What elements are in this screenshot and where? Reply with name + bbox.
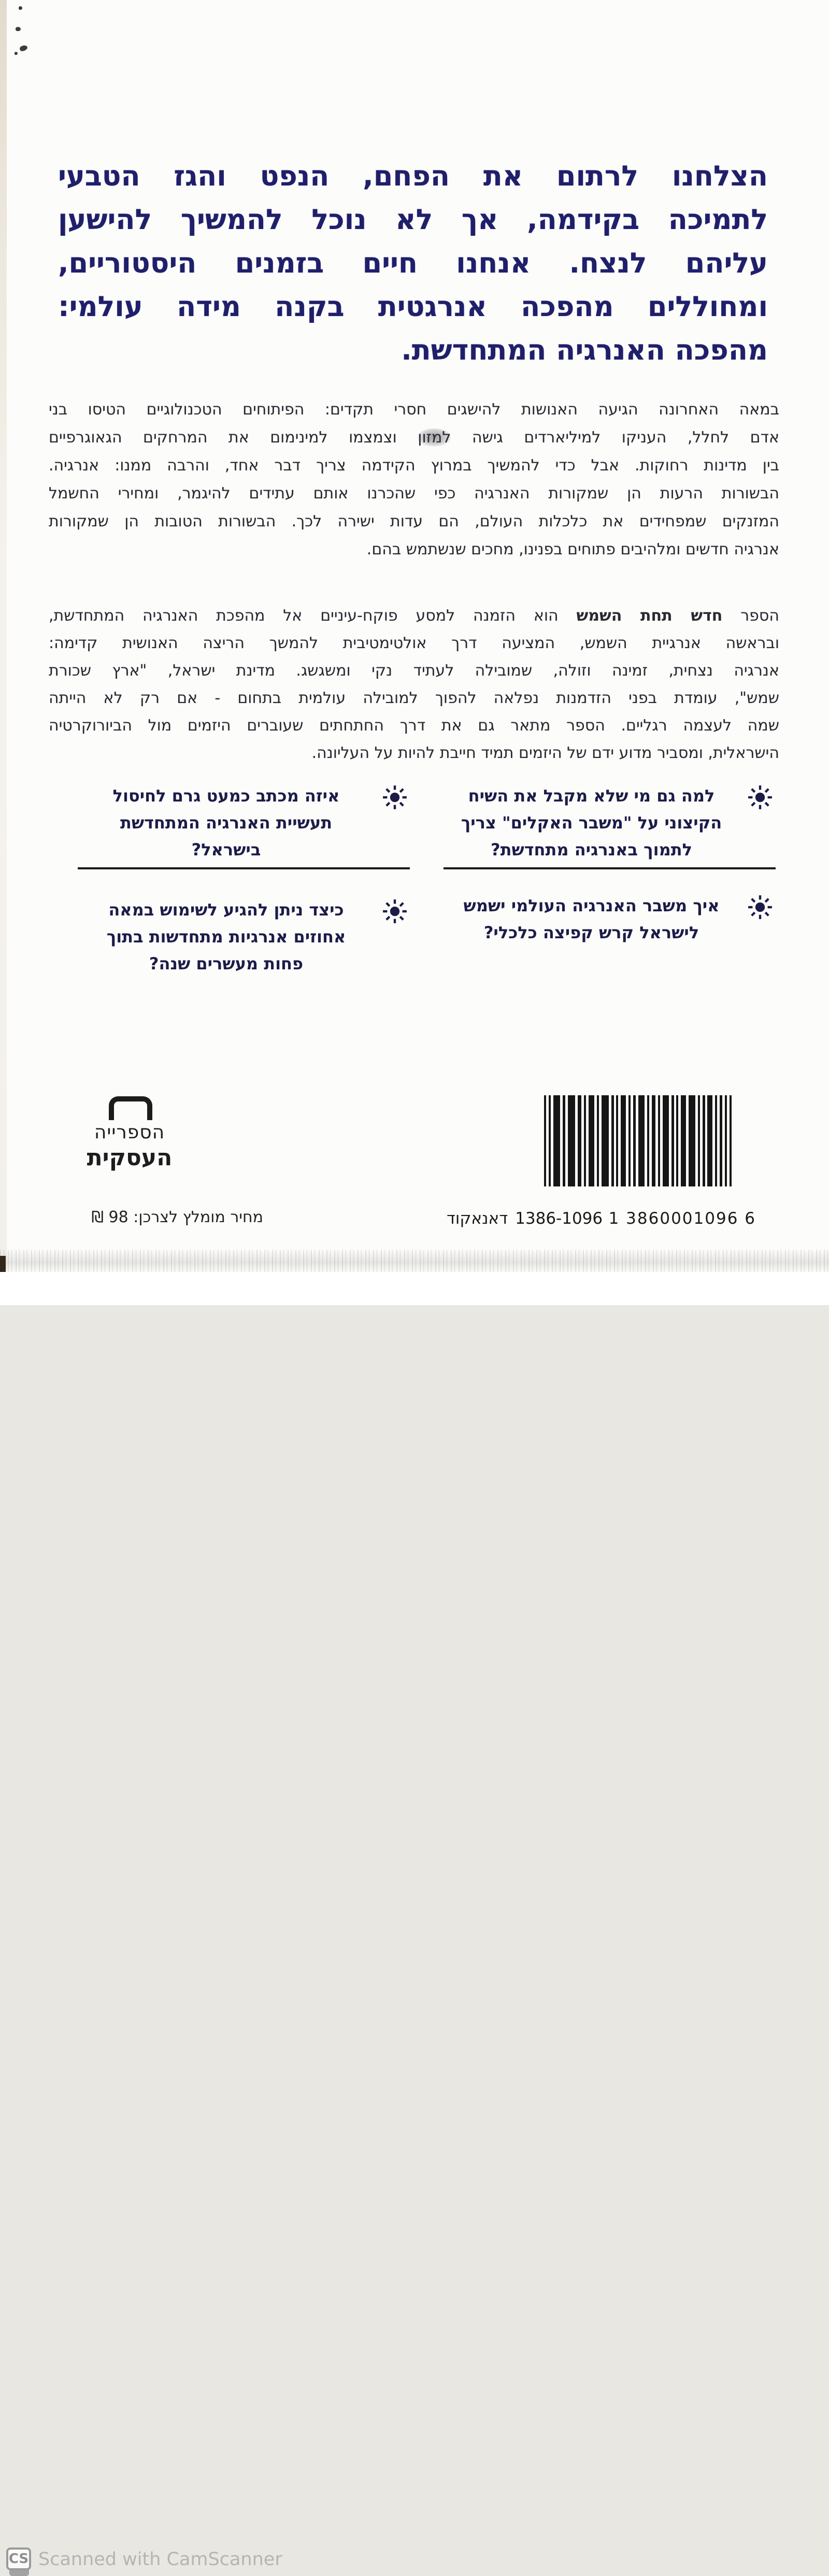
headline-line: מהפכה האנרגיה המתחדשת. bbox=[401, 334, 768, 366]
question-line: איך משבר האנרגיה העולמי ישמש bbox=[463, 896, 720, 915]
scan-speck bbox=[15, 52, 18, 55]
paragraph-line: במאה האחרונה הגיעה האנושות להישגים חסרי תקדים: הפיתוחים הטכנולוגיים הטיסו בני bbox=[49, 400, 779, 419]
scan-noise-band bbox=[0, 1250, 829, 1272]
sun-icon bbox=[382, 784, 408, 810]
question-divider bbox=[444, 867, 776, 869]
camscanner-watermark-text: Scanned with CamScanner bbox=[38, 2549, 282, 2570]
scan-speck bbox=[19, 6, 22, 10]
paragraph-line: המזנקים שמפחידים את כלכלות העולם, הם עדות ישירה לכך. הבשורות הטובות הן שמקורות bbox=[49, 512, 779, 531]
question-text bbox=[443, 782, 777, 863]
paragraph-line: הבשורות הרעות הן שמקורות האנרגיה כפי שהכרנו אותם עתידים להיגמר, ומחירי החשמל bbox=[49, 484, 779, 503]
danacode bbox=[447, 1209, 603, 1228]
scan-speck bbox=[19, 45, 28, 52]
paragraph-line: ובראשה אנרגיית השמש, המציעה דרך אולטימטיבית להמשך הריצה האנושית קדימה: bbox=[49, 634, 779, 652]
briefcase-handle-icon bbox=[109, 1096, 152, 1120]
line-text: וצמצמו למינימום את המרחקים הגאוגרפיים bbox=[49, 428, 418, 447]
camscanner-footer bbox=[0, 1272, 829, 2570]
paragraph-line: שמש", עומדת בפני הזדמנות נפלאה להפוך למובילה עולמית בתחום - אם רק לא הייתה bbox=[49, 689, 779, 707]
recommended-price: מחיר מומלץ לצרכן: 98 ₪ bbox=[91, 1208, 263, 1226]
question-line: אחוזים אנרגיות מתחדשות בתוך bbox=[106, 927, 346, 947]
question-line: תעשיית האנרגיה המתחדשת bbox=[120, 813, 333, 833]
camscanner-logo-icon: CS bbox=[6, 2548, 31, 2570]
headline-line: לתמיכה בקידמה, אך לא נוכל להמשיך להישען bbox=[58, 203, 768, 236]
question-text bbox=[78, 782, 412, 863]
paragraph-line: אנרגיה נצחית, זמינה וזולה, שמובילה לעתיד נקי ומשגשג. מדינת ישראל, "ארץ שכורת bbox=[49, 662, 779, 680]
question-right-1 bbox=[443, 782, 777, 863]
headline-line: ומחוללים מהפכה אנרגטית בקנה מידה עולמי: bbox=[58, 290, 768, 323]
question-line: לישראל קרש קפיצה כלכלי? bbox=[483, 923, 699, 942]
paragraph-line: אנרגיה חדשים ומלהיבים פתוחים בפנינו, מחכים שנשתמש בהם. bbox=[366, 540, 779, 559]
danacode-label: דאנאקוד bbox=[447, 1209, 508, 1228]
line-text: הספר bbox=[722, 607, 779, 625]
question-line: פחות מעשרים שנה? bbox=[149, 954, 304, 974]
question-left-2 bbox=[78, 896, 412, 977]
question-line: לתמוך באנרגיה מתחדשת? bbox=[491, 840, 692, 860]
publisher-name-line1: הספרייה bbox=[94, 1122, 165, 1143]
question-text bbox=[78, 896, 412, 977]
body-paragraph-2 bbox=[49, 602, 779, 767]
page-edge-shadow bbox=[0, 0, 7, 1272]
sun-icon bbox=[747, 894, 773, 920]
danacode-number: 1386-1096 bbox=[515, 1209, 603, 1228]
publisher-name-line2: העסקית bbox=[87, 1144, 173, 1171]
barcode bbox=[544, 1095, 734, 1186]
scan-speck bbox=[16, 27, 21, 31]
headline-line: עליהם לנצח. אנחנו חיים בזמנים היסטוריים, bbox=[58, 247, 768, 279]
question-line: למה גם מי שלא מקבל את השיח bbox=[468, 786, 715, 806]
paragraph-line bbox=[49, 602, 779, 629]
book-title: חדש תחת השמש bbox=[576, 607, 723, 625]
publisher-logo bbox=[75, 1121, 184, 1171]
paragraph-line: שמה לעצמה רגליים. הספר מתאר גם את דרך החתחתים שעוברים היזמים מול הביורוקרטיה bbox=[49, 717, 779, 735]
barcode-caption-row bbox=[447, 1209, 756, 1228]
paragraph-line: בין מדינות רחוקות. אבל כדי להמשיך במרוץ הקידמה צריך דבר אחד, והרבה ממנו: אנרגיה. bbox=[49, 456, 779, 475]
barcode-number: 1 3860001096 6 bbox=[608, 1209, 756, 1228]
question-line: כיצד ניתן להגיע לשימוש במאה bbox=[108, 900, 344, 920]
smudged-word: למזון bbox=[418, 428, 451, 447]
cs-logo-tab bbox=[9, 2570, 29, 2576]
question-divider bbox=[78, 867, 410, 869]
line-text: אדם לחלל, העניקו למיליארדים גישה bbox=[451, 428, 780, 447]
headline-line: הצלחנו לרתום את הפחם, הנפט והגז הטבעי bbox=[58, 160, 768, 192]
question-line: איזה מכתב כמעט גרם לחיסול bbox=[112, 786, 340, 806]
headline bbox=[58, 154, 768, 372]
question-line: בישראל? bbox=[191, 840, 261, 860]
body-paragraph-1 bbox=[49, 396, 779, 564]
question-line: הקיצוני על "משבר האקלים" צריך bbox=[461, 813, 722, 833]
question-right-2 bbox=[443, 892, 777, 946]
sun-icon bbox=[382, 898, 408, 924]
paragraph-line bbox=[49, 424, 779, 452]
sun-icon bbox=[747, 784, 773, 810]
paragraph-line: הישראלית, ומסביר מדוע ידם של היזמים תמיד חייבת להיות על העליונה. bbox=[311, 744, 779, 762]
question-text bbox=[443, 892, 777, 946]
line-text: הוא הזמנה למסע פוקח-עיניים אל מהפכת האנרגיה המתחדשת, bbox=[49, 607, 577, 625]
question-left-1 bbox=[78, 782, 412, 863]
